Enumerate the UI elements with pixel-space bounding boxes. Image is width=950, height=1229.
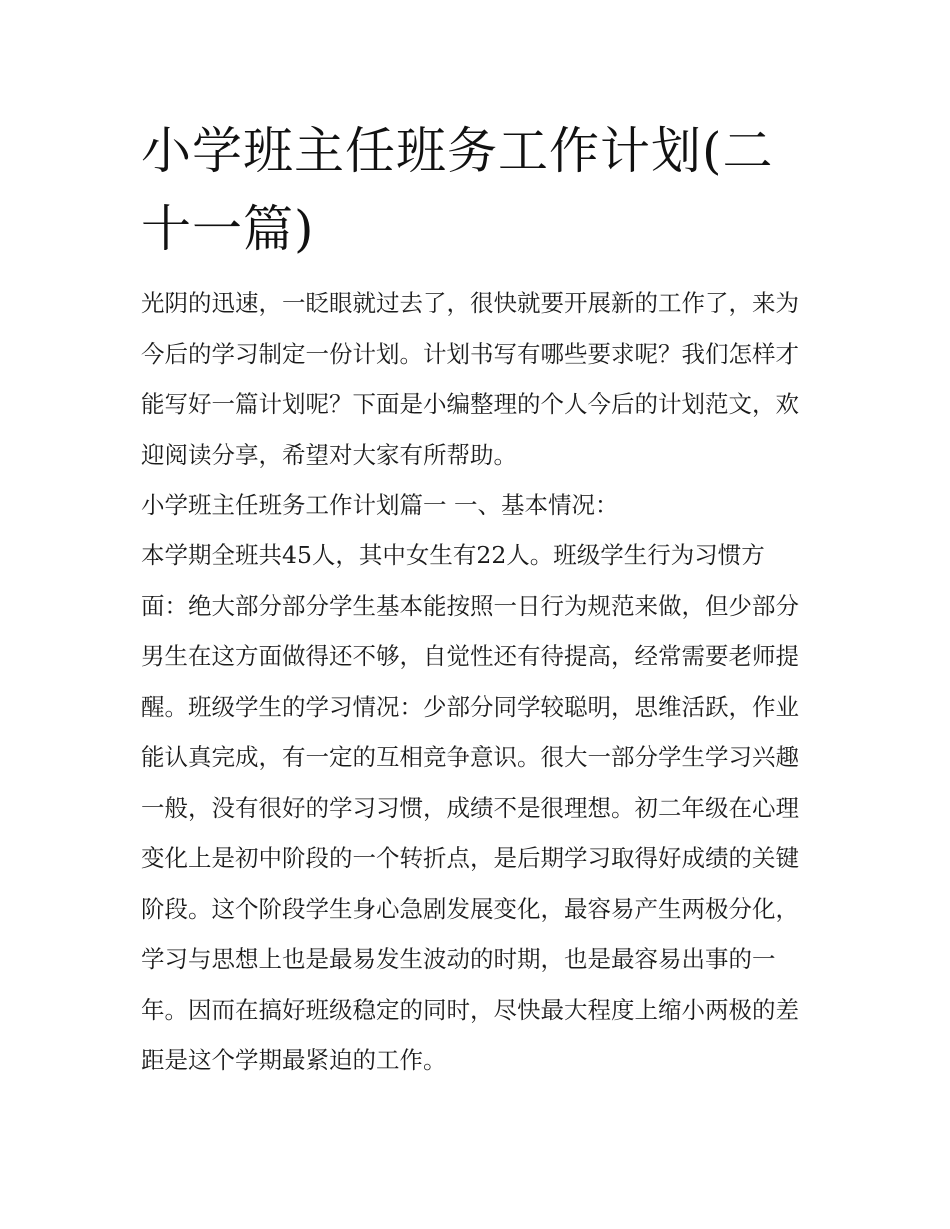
section-heading: 小学班主任班务工作计划篇一 一、基本情况： xyxy=(141,491,619,519)
body-paragraph: 本学期全班共45人，其中女生有22人。班级学生行为习惯方面：绝大部分部分学生基本能按照一日行为规范来做，但少部分男生在这方面做得还不够，自觉性还有待提高，经常需要老师提醒。班级学生的学习情况：少部分同学较聪明，思维活跃，作业能认真完成，有一定的互相竞争意识。很大一部分学生学习兴趣一般，没有很好的学习习惯，成绩不是很理想。初二年级在心理变化上是初中阶段的一个转折点，是后期学习取得好成绩的关键阶段。这个阶段学生身心急剧发展变化，最容易产生两极分化，学习与思想上也是最易发生波动的时期，也是最容易出事的一年。因而在搞好班级稳定的同时，尽快最大程度上缩小两极的差距是这个学期最紧迫的工作。 xyxy=(141,541,799,1074)
intro-paragraph: 光阴的迅速，一眨眼就过去了，很快就要开展新的工作了，来为今后的学习制定一份计划。计划书写有哪些要求呢？我们怎样才能写好一篇计划呢？下面是小编整理的个人今后的计划范文，欢迎阅读分享，希望对大家有所帮助。 xyxy=(141,289,799,469)
document-title: 小学班主任班务工作计划(二十一篇) xyxy=(141,122,774,258)
